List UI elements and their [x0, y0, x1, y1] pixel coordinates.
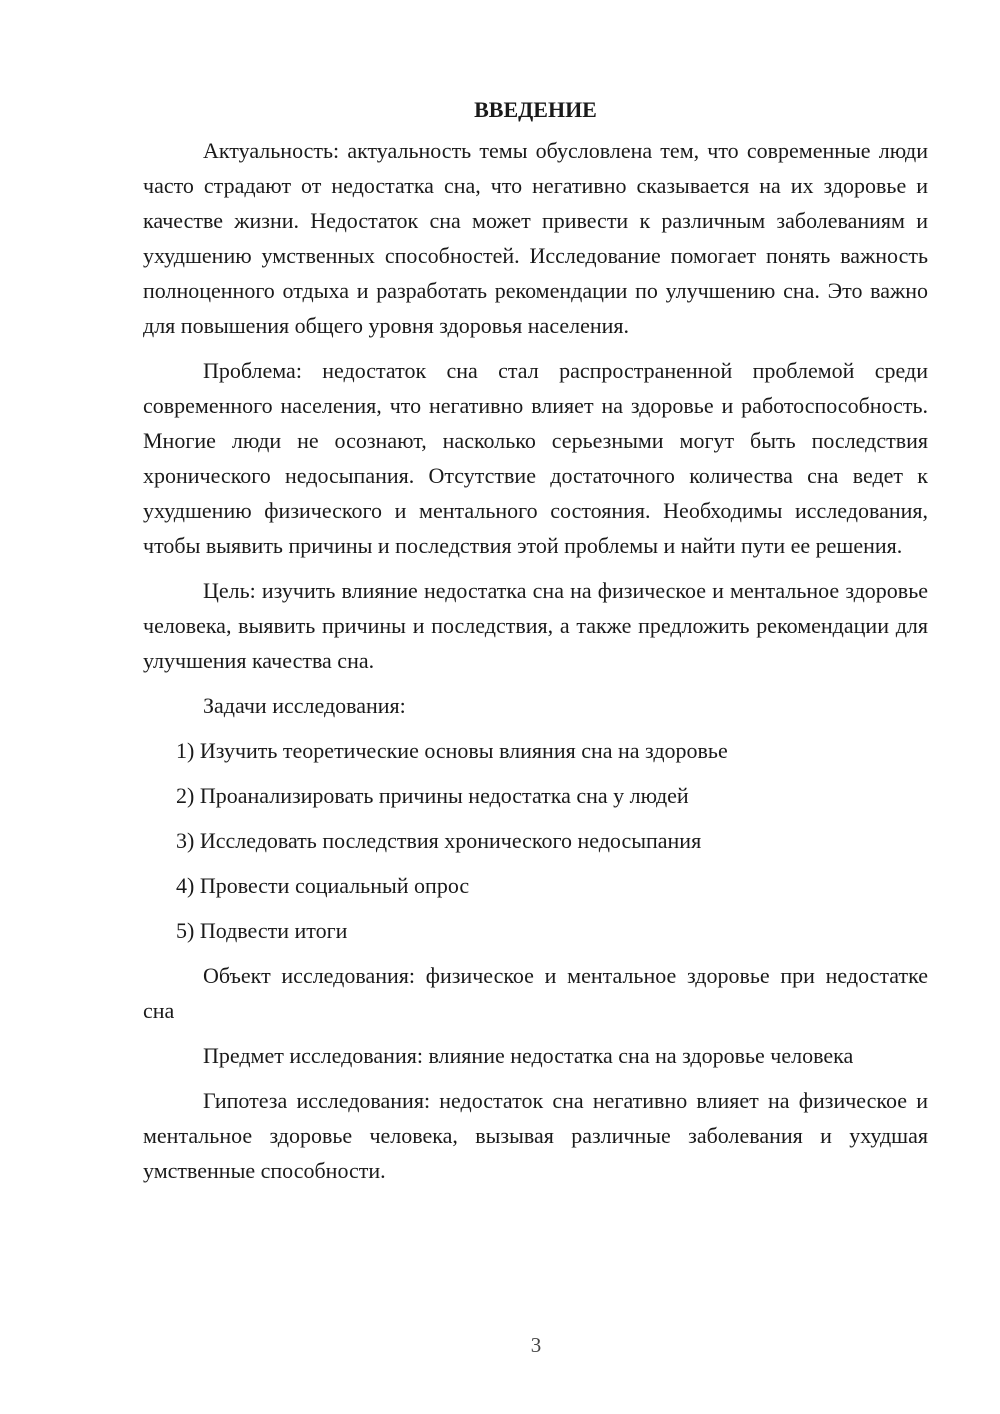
page-content: [143, 92, 928, 1198]
tasks-list: [143, 733, 928, 948]
task-item: 1) Изучить теоретические основы влияния сна на здоровье: [176, 738, 728, 763]
hypothesis-paragraph: Гипотеза исследования: недостаток сна негативно влияет на физическое и ментальное здоровье человека, вызывая различные заболевания и ухудшая умственные способности.: [143, 1088, 928, 1183]
task-item: 2) Проанализировать причины недостатка сна у людей: [176, 783, 689, 808]
goal-paragraph: Цель: изучить влияние недостатка сна на физическое и ментальное здоровье человека, выявить причины и последствия, а также предложить рекомендации для улучшения качества сна.: [143, 578, 928, 673]
relevance-paragraph: Актуальность: актуальность темы обусловлена тем, что современные люди часто страдают от недостатка сна, что негативно сказывается на их здоровье и качестве жизни. Недостаток сна может привести к различным заболеваниям и ухудшению умственных способностей. Исследование помогает понять важность полноценного отдыха и разработать рекомендации по улучшению сна. Это важно для повышения общего уровня здоровья населения.: [143, 138, 928, 338]
page-number: 3: [530, 1333, 542, 1357]
section-title: ВВЕДЕНИЕ: [474, 97, 597, 122]
page-number-container: [0, 1333, 1000, 1358]
problem-paragraph: Проблема: недостаток сна стал распространенной проблемой среди современного населения, что негативно влияет на здоровье и работоспособность. Многие люди не осознают, насколько серьезными могут быть последствия хронического недосыпания. Отсутствие достаточного количества сна ведет к ухудшению физического и ментального состояния. Необходимы исследования, чтобы выявить причины и последствия этой проблемы и найти пути ее решения.: [143, 358, 928, 558]
task-item: 5) Подвести итоги: [176, 918, 348, 943]
object-paragraph: Объект исследования: физическое и ментальное здоровье при недостатке сна: [143, 963, 928, 1023]
subject-paragraph: Предмет исследования: влияние недостатка сна на здоровье человека: [203, 1043, 854, 1068]
tasks-heading: Задачи исследования:: [203, 693, 406, 718]
task-item: 3) Исследовать последствия хронического недосыпания: [176, 828, 702, 853]
task-item: 4) Провести социальный опрос: [176, 873, 470, 898]
